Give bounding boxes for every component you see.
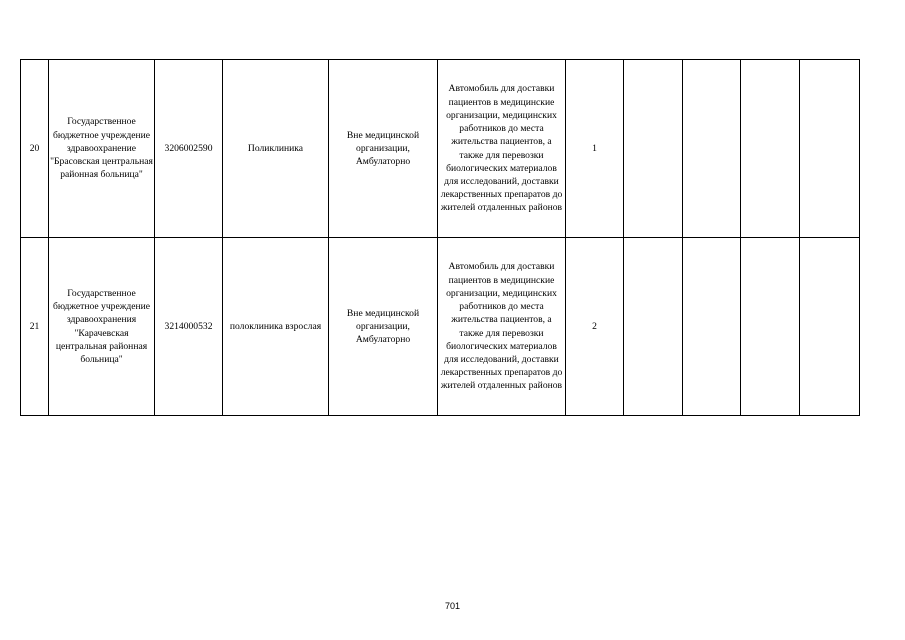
inn-cell	[155, 60, 223, 238]
vehicle-quantity: 1	[592, 142, 597, 154]
inn-value: 3206002590	[164, 142, 213, 154]
empty-cell	[800, 238, 860, 416]
empty-cell	[683, 238, 741, 416]
empty-cell	[683, 60, 741, 238]
table-row	[21, 60, 860, 238]
vehicle-purpose: Автомобиль для доставки пациентов в медицинские организации, медицинских работников до места жительства пациентов, а также для перевозки биологических материалов для исследований, доставки лекарственных препаратов до жителей отдаленных районов	[440, 83, 563, 214]
care-conditions: Вне медицинской организации, Амбулаторно	[346, 307, 420, 346]
table-row	[21, 238, 860, 416]
care-conditions: Вне медицинской организации, Амбулаторно	[346, 129, 420, 168]
conditions-cell	[329, 238, 438, 416]
quantity-cell	[566, 60, 624, 238]
institution-cell	[49, 60, 155, 238]
vehicle-purpose: Автомобиль для доставки пациентов в медицинские организации, медицинских работников до места жительства пациентов, а также для перевозки биологических материалов для исследований, доставки лекарственных препаратов до жителей отдаленных районов	[440, 261, 563, 392]
empty-cell	[741, 60, 800, 238]
conditions-cell	[329, 60, 438, 238]
empty-cell	[800, 60, 860, 238]
row-number: 21	[29, 320, 40, 332]
row-number-cell	[21, 238, 49, 416]
institution-name: Государственное бюджетное учреждение здравоохранения "Карачевская центральная районная больница"	[52, 287, 151, 365]
purpose-cell	[438, 238, 566, 416]
department-name: Поликлиника	[247, 142, 304, 154]
vehicle-quantity: 2	[592, 320, 597, 332]
inn-value: 3214000532	[164, 320, 213, 332]
institution-name: Государственное бюджетное учреждение здравоохранение "Брасовская центральная районная больница"	[50, 116, 153, 181]
department-cell	[223, 238, 329, 416]
empty-cell	[624, 60, 683, 238]
department-name: полоклиника взрослая	[229, 320, 322, 332]
empty-cell	[624, 238, 683, 416]
page-number: 701	[444, 601, 461, 611]
inn-cell	[155, 238, 223, 416]
empty-cell	[741, 238, 800, 416]
row-number: 20	[29, 142, 40, 154]
quantity-cell	[566, 238, 624, 416]
vehicle-allocation-table	[20, 59, 860, 416]
row-number-cell	[21, 60, 49, 238]
institution-cell	[49, 238, 155, 416]
purpose-cell	[438, 60, 566, 238]
department-cell	[223, 60, 329, 238]
